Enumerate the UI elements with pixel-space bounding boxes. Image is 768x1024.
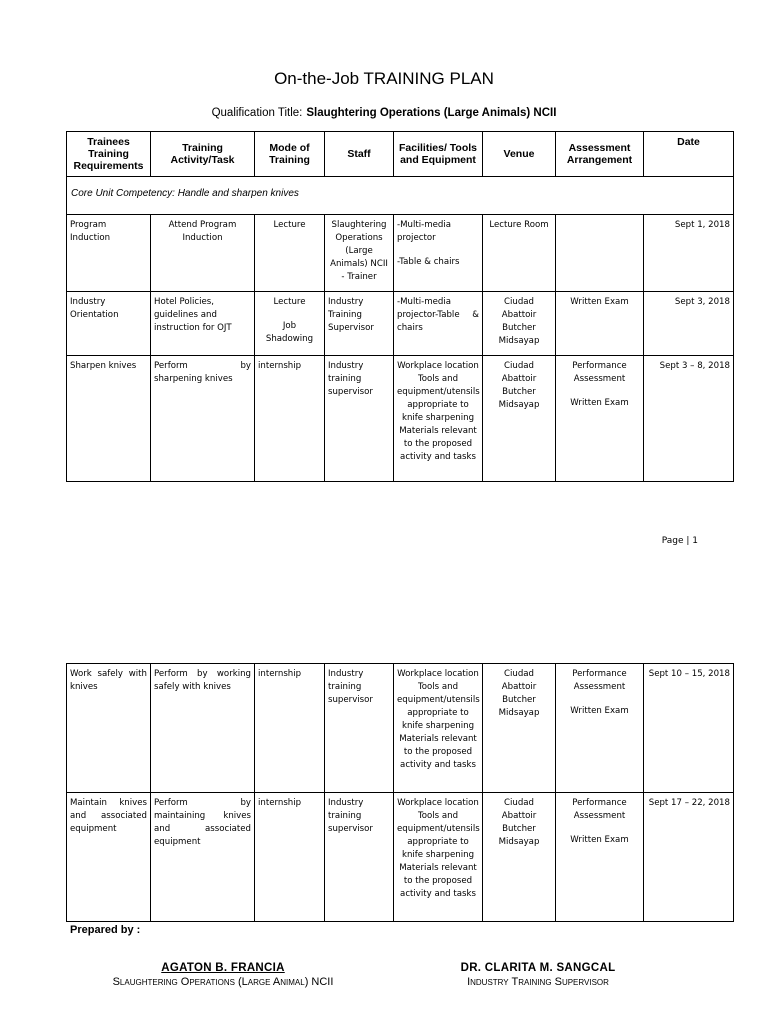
qualification-line [0,107,768,119]
signatory-name: DR. CLARITA M. SANGCAL [460,962,616,974]
cell-venue: Ciudad Abattoir Butcher Midsayap [483,356,556,482]
cell-requirement: Industry Orientation [67,292,151,356]
signatory-name: AGATON B. FRANCIA [161,962,285,974]
prepared-by-label: Prepared by : [70,924,141,936]
assessment-line: Performance Assessment [572,669,627,692]
page-title: On-the-Job TRAINING PLAN [274,69,494,88]
table-row [67,356,734,482]
cell-facilities: Workplace location Tools and equipment/utensils appropriate to knife sharpening Materials relevant to the proposed activity and tasks [394,793,483,922]
signatory-1 [103,962,343,988]
training-plan-table-page1 [66,131,734,482]
header-trainees-requirements: Trainees Training Requirements [67,132,151,177]
cell-facilities: Workplace location Tools and equipment/utensils appropriate to knife sharpening Materials relevant to the proposed activity and tasks [394,664,483,793]
header-venue: Venue [483,132,556,177]
assessment-line: Performance Assessment [572,361,627,384]
cell-venue: Lecture Room [483,215,556,292]
cell-assessment: Written Exam [556,292,644,356]
mode-line: Job Shadowing [265,321,314,344]
table-row [67,215,734,292]
assessment-line: Performance Assessment [572,798,627,821]
cell-mode: internship [255,793,325,922]
cell-date: Sept 3, 2018 [644,292,734,356]
cell-date: Sept 17 – 22, 2018 [644,793,734,922]
page-number: Page | 1 [661,536,698,546]
mode-line: Lecture [273,297,306,307]
signatory-role: Slaughtering Operations (Large Animal) NCII [112,976,334,988]
cell-staff: Slaughtering Operations (Large Animals) NCII - Trainer [325,215,394,292]
table-row [67,292,734,356]
cell-venue: Ciudad Abattoir Butcher Midsayap [483,292,556,356]
header-training-activity: Training Activity/Task [151,132,255,177]
cell-requirement: Work safely with knives [67,664,151,793]
table-row [67,793,734,922]
cell-staff: Industry Training Supervisor [325,292,394,356]
cell-staff: Industry training supervisor [325,664,394,793]
header-date: Date [644,132,734,177]
cell-assessment [556,215,644,292]
header-row [67,132,734,177]
cell-staff: Industry training supervisor [325,793,394,922]
cell-venue: Ciudad Abattoir Butcher Midsayap [483,793,556,922]
cell-activity: Attend Program Induction [151,215,255,292]
assessment-line: Written Exam [570,835,629,845]
header-mode-of-training: Mode of Training [255,132,325,177]
signatory-2 [418,962,658,988]
cell-date: Sept 10 – 15, 2018 [644,664,734,793]
cell-requirement: Program Induction [67,215,151,292]
cell-activity: Perform by working safely with knives [151,664,255,793]
cell-venue: Ciudad Abattoir Butcher Midsayap [483,664,556,793]
cell-activity: Perform by sharpening knives [151,356,255,482]
cell-mode: internship [255,664,325,793]
header-facilities: Facilities/ Tools and Equipment [394,132,483,177]
qualification-label: Qualification Title: [211,107,303,119]
cell-staff: Industry training supervisor [325,356,394,482]
cell-activity: Hotel Policies, guidelines and instruction for OJT [151,292,255,356]
header-assessment: Assessment Arrangement [556,132,644,177]
assessment-line: Written Exam [570,398,629,408]
cell-facilities: Workplace location Tools and equipment/utensils appropriate to knife sharpening Materials relevant to the proposed activity and tasks [394,356,483,482]
cell-date: Sept 3 – 8, 2018 [644,356,734,482]
cell-facilities: -Multi-media projector-Table & chairs [394,292,483,356]
training-plan-table-page2 [66,663,734,922]
signatory-role: Industry Training Supervisor [467,976,609,988]
cell-date: Sept 1, 2018 [644,215,734,292]
cell-requirement: Sharpen knives [67,356,151,482]
assessment-line: Written Exam [570,706,629,716]
cell-mode [255,292,325,356]
core-unit-competency: Core Unit Competency: Handle and sharpen knives [67,177,734,215]
cell-requirement: Maintain knives and associated equipment [67,793,151,922]
cell-assessment [556,664,644,793]
cell-activity: Perform by maintaining knives and associated equipment [151,793,255,922]
qualification-value: Slaughtering Operations (Large Animals) NCII [306,107,557,119]
facilities-line: -Multi-media projector [397,220,451,243]
core-unit-row [67,177,734,215]
table-row [67,664,734,793]
cell-mode: Lecture [255,215,325,292]
facilities-line: -Table & chairs [397,257,460,267]
cell-assessment [556,793,644,922]
cell-facilities [394,215,483,292]
cell-assessment [556,356,644,482]
header-staff: Staff [325,132,394,177]
cell-mode: internship [255,356,325,482]
